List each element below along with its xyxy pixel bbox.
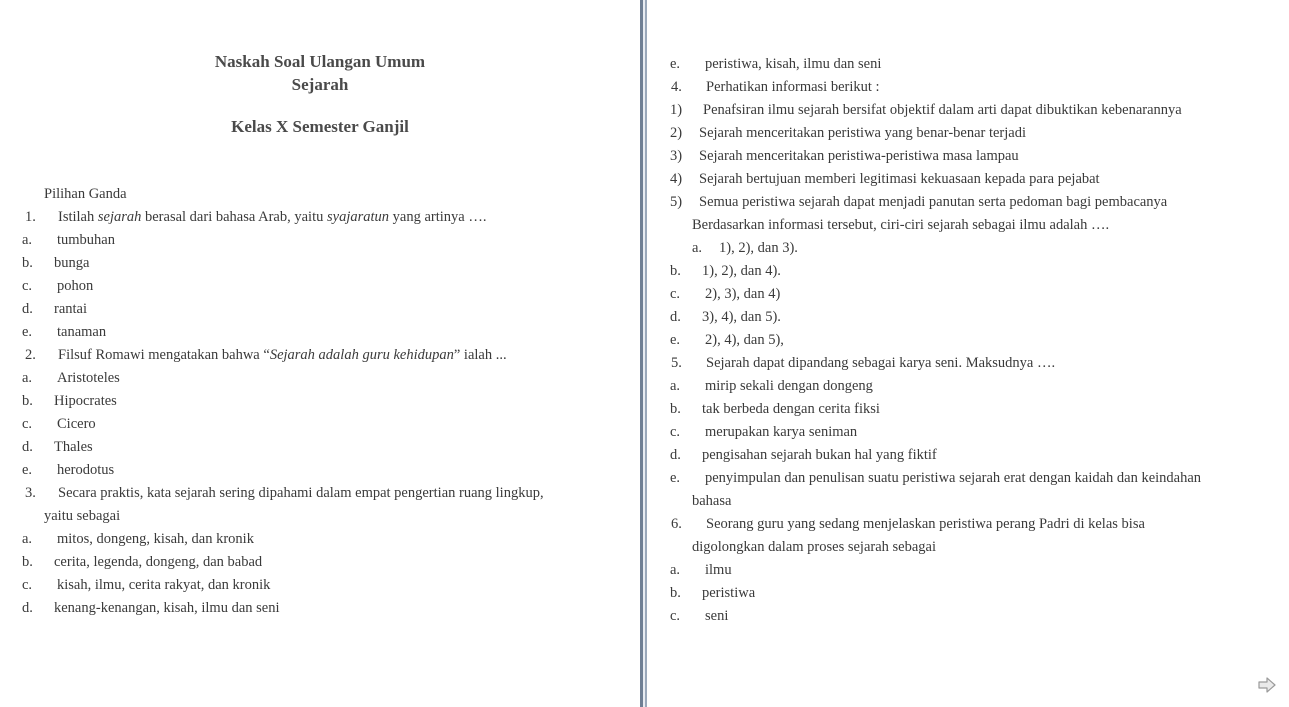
next-page-arrow-icon[interactable] — [1257, 677, 1277, 693]
page-right: e. peristiwa, kisah, ilmu dan seni 4. Perhatikan informasi berikut : 1) Penafsiran ilmu sejarah bersifat objektif dalam arti dapat dibuktikan kebenarannya 2) Sejarah menceritakan peristiwa yang benar-benar terjadi 3) Sejarah menceritakan peristiwa-peristiwa masa lampau 4) Sejarah bertujuan memberi legitimasi kekuasaan kepada para pejabat 5) Semua peristiwa sejarah dapat menjadi panutan serta pedoman bagi pembacanya Berdasarkan informasi tersebut, ciri-ciri sejarah sebagai ilmu adalah …. a. 1), 2), dan 3). b. 1), 2), dan 4). c. 2), 3), dan 4) d. 3), 4), dan 5). e. 2), 4), dan 5), 5. Sejarah dapat dipandang sebagai karya seni. Maksudnya …. a. mirip sekali dengan dongeng b. tak berbeda dengan cerita fiksi c. merupakan karya seniman d. pengisahan sejarah bukan hal yang fiktif e. penyimpulan dan penulisan suatu peristiwa sejarah erat dengan kaidah dan keindahan bahasa 6. Seorang guru yang sedang menjelaskan peristiwa perang Padri di kelas bisa digolongkan dalam proses sejarah sebagai a. ilmu b. peristiwa c. seni — [647, 0, 1289, 707]
question-text: Filsuf Romawi mengatakan bahwa “Sejarah adalah guru kehidupan” ialah ... — [58, 347, 507, 363]
question-text: Istilah sejarah berasal dari bahasa Arab, yaitu syajaratun yang artinya …. — [58, 209, 487, 225]
question-4-stem: Berdasarkan informasi tersebut, ciri-ciri sejarah sebagai ilmu adalah …. — [692, 217, 1110, 233]
question-number: 1. — [25, 209, 36, 225]
doc-subject: Sejarah — [291, 75, 349, 94]
question-3-cont: yaitu sebagai — [44, 508, 121, 524]
doc-title: Naskah Soal Ulangan Umum — [214, 52, 426, 71]
question-text: Secara praktis, kata sejarah sering dipahami dalam empat pengertian ruang lingkup, — [58, 485, 544, 501]
page-gutter — [640, 0, 647, 707]
option-cont: bahasa — [692, 493, 732, 509]
section-heading: Pilihan Ganda — [44, 186, 127, 202]
question-number: 2. — [25, 347, 36, 363]
question-6-cont: digolongkan dalam proses sejarah sebagai — [692, 539, 937, 555]
doc-class: Kelas X Semester Ganjil — [231, 117, 409, 136]
page-left: Naskah Soal Ulangan Umum Sejarah Kelas X Semester Ganjil Pilihan Ganda 1. Istilah sejarah berasal dari bahasa Arab, yaitu syajaratun yang artinya …. a. tumbuhan b. bunga c. pohon d. rantai e. tanaman 2. Filsuf Romawi mengatakan bahwa “Sejarah adalah guru kehidupan” ialah ... a. Aristoteles b. Hipocrates c. Cicero d. Thales e. herodotus 3. Secara praktis, kata sejarah sering dipahami dalam empat pengertian ruang lingkup, yaitu sebagai a. mitos, dongeng, kisah, dan kronik b. cerita, legenda, dongeng, dan babad c. kisah, ilmu, cerita rakyat, dan kronik d. kenang-kenangan, kisah, ilmu dan seni — [0, 0, 640, 707]
question-number: 3. — [25, 485, 36, 501]
